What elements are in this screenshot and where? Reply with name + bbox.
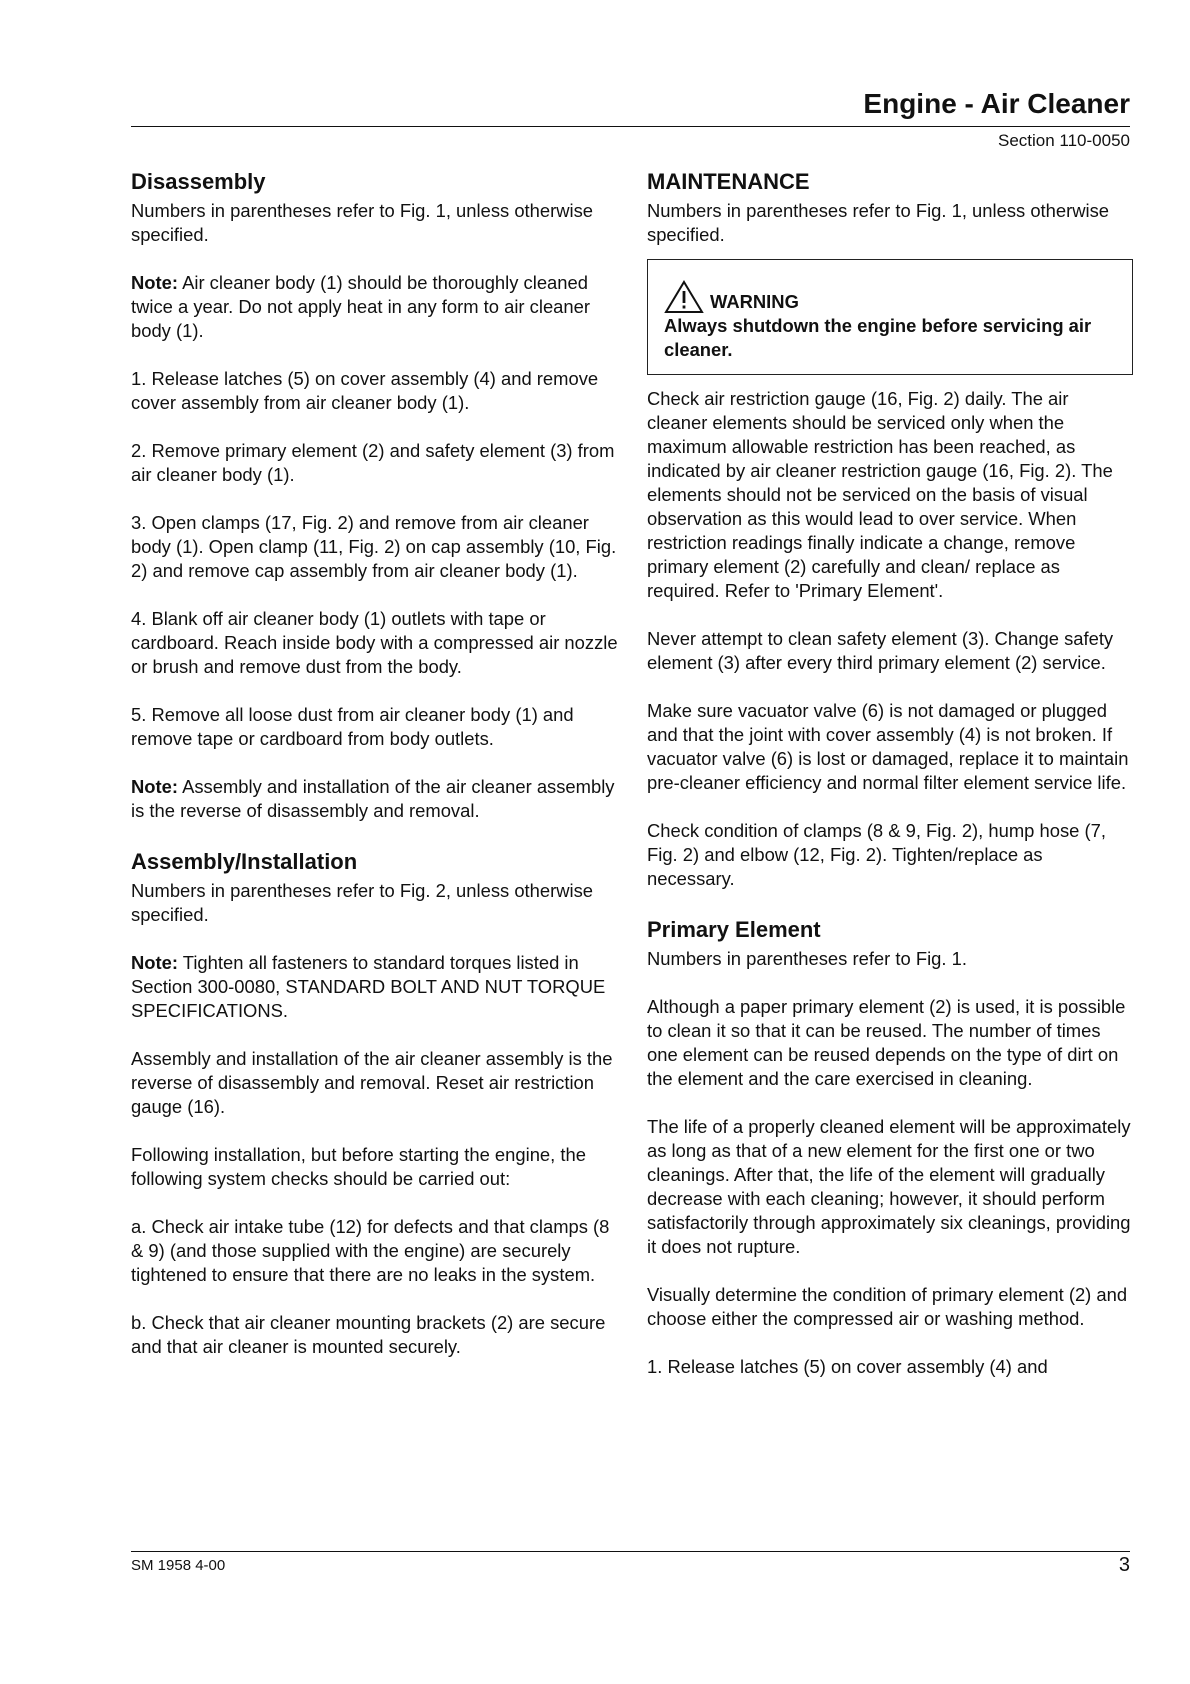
assembly-paragraph: Assembly and installation of the air cleaner assembly is the reverse of disassembly and removal. Reset air restriction gauge (16). bbox=[131, 1048, 613, 1117]
disassembly-step: 2. Remove primary element (2) and safety element (3) from air cleaner body (1). bbox=[131, 440, 615, 485]
primary-paragraph: The life of a properly cleaned element will be approximately as long as that of a new element for the first one or two cleanings. After that, the life of the element will gradually decrease with each cleaning; however, it should perform satisfactorily through approximately six cleanings, providing it does not rupture. bbox=[647, 1116, 1131, 1257]
disassembly-step: 3. Open clamps (17, Fig. 2) and remove from air cleaner body (1). Open clamp (11, Fig. 2) on cap assembly (10, Fig. 2) and remove cap assembly from air cleaner body (1). bbox=[131, 512, 617, 581]
note-paragraph bbox=[131, 271, 621, 343]
maintenance-paragraph: Check condition of clamps (8 & 9, Fig. 2), hump hose (7, Fig. 2) and elbow (12, Fig. 2). Tighten/replace as necessary. bbox=[647, 820, 1106, 889]
check-item: a. Check air intake tube (12) for defects and that clamps (8 & 9) (and those supplied with the engine) are securely tightened to ensure that there are no leaks in the system. bbox=[131, 1216, 610, 1285]
right-column bbox=[647, 167, 1133, 1403]
note-text: Assembly and installation of the air cleaner assembly is the reverse of disassembly and removal. bbox=[131, 776, 615, 821]
primary-paragraph: 1. Release latches (5) on cover assembly (4) and bbox=[647, 1356, 1048, 1377]
maintenance-paragraph: Never attempt to clean safety element (3). Change safety element (3) after every third primary element (2) service. bbox=[647, 628, 1114, 673]
disassembly-step: 5. Remove all loose dust from air cleaner body (1) and remove tape or cardboard from body outlets. bbox=[131, 704, 574, 749]
warning-box bbox=[647, 259, 1133, 375]
note-label: Note: bbox=[131, 272, 178, 293]
maintenance-paragraph: Check air restriction gauge (16, Fig. 2) daily. The air cleaner elements should be serviced only when the maximum allowable restriction has been reached, as indicated by air cleaner restriction gauge (16, Fig. 2). The elements should not be serviced on the basis of visual observation as this would lead to over service. When restriction readings finally indicate a change, remove primary element (2) carefully and clean/ replace as required. Refer to 'Primary Element'. bbox=[647, 388, 1113, 601]
document-id: SM 1958 4-00 bbox=[131, 1557, 226, 1574]
assembly-intro: Numbers in parentheses refer to Fig. 2, unless otherwise specified. bbox=[131, 880, 594, 925]
note-paragraph bbox=[131, 951, 621, 1023]
page-number: 3 bbox=[1118, 1554, 1130, 1576]
section-number: Section 110-0050 bbox=[997, 131, 1130, 150]
primary-element-heading: Primary Element bbox=[647, 917, 821, 942]
note-text: Tighten all fasteners to standard torques listed in Section 300-0080, STANDARD BOLT AND NUT TORQUE SPECIFICATIONS. bbox=[131, 952, 606, 1021]
primary-paragraph: Although a paper primary element (2) is used, it is possible to clean it so that it can be reused. The number of times one element can be reused depends on the type of dirt on the element and the care exercised in cleaning. bbox=[647, 996, 1126, 1089]
maintenance-intro: Numbers in parentheses refer to Fig. 1, unless otherwise specified. bbox=[647, 200, 1110, 245]
primary-paragraph: Numbers in parentheses refer to Fig. 1. bbox=[647, 948, 967, 969]
warning-label: WARNING bbox=[710, 291, 799, 312]
page-title: Engine - Air Cleaner bbox=[863, 88, 1130, 119]
primary-paragraph: Visually determine the condition of primary element (2) and choose either the compressed air or washing method. bbox=[647, 1284, 1128, 1329]
warning-header bbox=[664, 280, 1116, 314]
disassembly-intro: Numbers in parentheses refer to Fig. 1, unless otherwise specified. bbox=[131, 200, 594, 245]
disassembly-step: 4. Blank off air cleaner body (1) outlets with tape or cardboard. Reach inside body with a compressed air nozzle or brush and remove dust from the body. bbox=[131, 608, 618, 677]
assembly-paragraph: Following installation, but before starting the engine, the following system checks should be carried out: bbox=[131, 1144, 586, 1189]
left-column bbox=[131, 167, 621, 1383]
disassembly-heading: Disassembly bbox=[131, 169, 266, 194]
note-paragraph bbox=[131, 775, 621, 823]
warning-triangle-icon bbox=[664, 280, 704, 314]
assembly-heading: Assembly/Installation bbox=[131, 849, 358, 874]
footer-divider bbox=[131, 1551, 1130, 1552]
warning-text: Always shutdown the engine before servicing air cleaner. bbox=[664, 315, 1092, 360]
disassembly-step: 1. Release latches (5) on cover assembly (4) and remove cover assembly from air cleaner body (1). bbox=[131, 368, 599, 413]
note-text: Air cleaner body (1) should be thoroughly cleaned twice a year. Do not apply heat in any form to air cleaner body (1). bbox=[131, 272, 590, 341]
header-divider bbox=[131, 126, 1130, 127]
maintenance-paragraph: Make sure vacuator valve (6) is not damaged or plugged and that the joint with cover assembly (4) is not broken. If vacuator valve (6) is lost or damaged, replace it to maintain pre-cleaner efficiency and normal filter element service life. bbox=[647, 700, 1129, 793]
note-label: Note: bbox=[131, 952, 178, 973]
check-item: b. Check that air cleaner mounting brackets (2) are secure and that air cleaner is mounted securely. bbox=[131, 1312, 606, 1357]
note-label: Note: bbox=[131, 776, 178, 797]
maintenance-heading: MAINTENANCE bbox=[647, 169, 810, 194]
